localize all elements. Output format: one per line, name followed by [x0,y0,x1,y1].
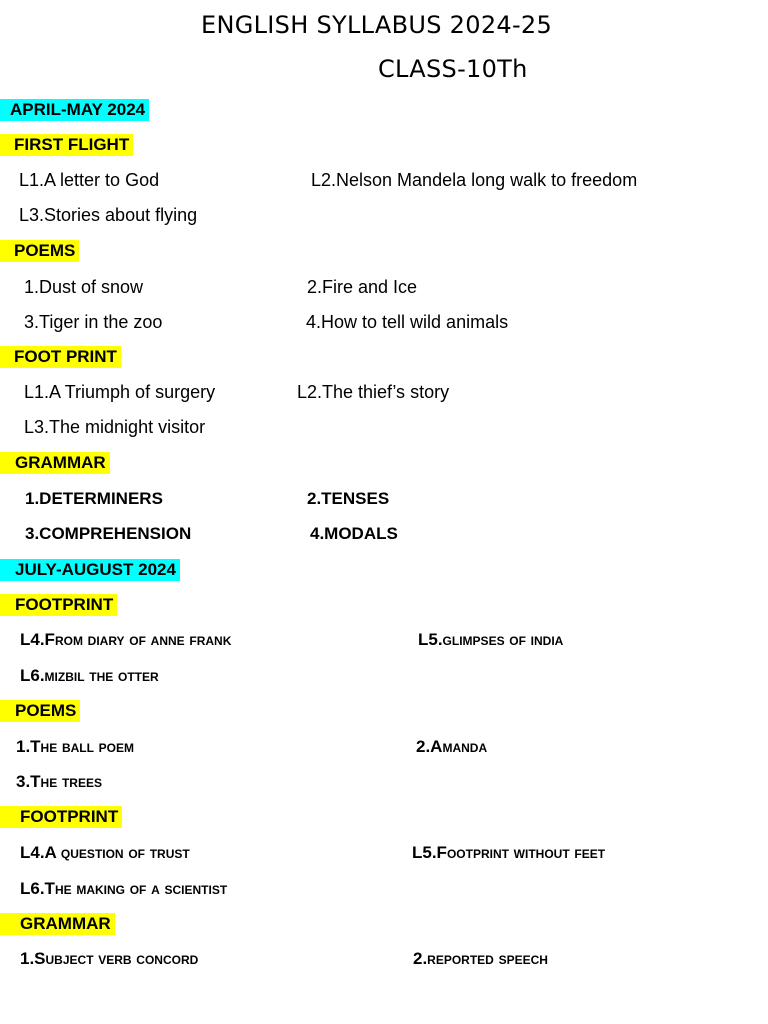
document-title: ENGLISH SYLLABUS 2024-25 [201,11,553,39]
poem-item: 2.Fire and Ice [307,277,418,297]
section-heading-poems: POEMS [0,700,80,722]
lesson-item: L6.mizbil the otter [20,666,159,685]
class-label: CLASS-10Th [378,55,528,83]
lesson-item: L5.Footprint without feet [412,843,606,862]
grammar-item: 4.MODALS [310,524,398,543]
term-heading-july-august: JULY-AUGUST 2024 [0,559,180,581]
lesson-item: L2.The thief’s story [297,382,450,402]
lesson-item: L3.The midnight visitor [24,417,206,437]
poem-item: 1.The ball poem [16,737,135,756]
grammar-item: 3.COMPREHENSION [25,524,192,543]
poem-item: 4.How to tell wild animals [306,312,509,332]
lesson-item: L3.Stories about flying [19,205,198,225]
section-heading-footprint: FOOTPRINT [0,806,122,828]
lesson-item: L4.From diary of anne frank [20,630,232,649]
poem-item: 1.Dust of snow [24,277,144,297]
section-heading-poems: POEMS [0,240,79,262]
poem-item: 2.Amanda [416,737,488,756]
lesson-item: L1.A letter to God [19,170,160,190]
grammar-item: 1.DETERMINERS [25,489,163,508]
section-heading-footprint: FOOTPRINT [0,594,117,616]
grammar-item: 2.reported speech [413,949,548,968]
poem-item: 3.The trees [16,772,102,791]
section-heading-grammar: GRAMMAR [0,913,115,935]
lesson-item: L1.A Triumph of surgery [24,382,216,402]
grammar-item: 1.Subject verb concord [20,949,199,968]
section-heading-first-flight: FIRST FLIGHT [0,134,133,156]
grammar-item: 2.TENSES [307,489,390,508]
poem-item: 3.Tiger in the zoo [24,312,163,332]
section-heading-foot-print: FOOT PRINT [0,346,121,368]
lesson-item: L6.The making of a scientist [20,879,228,898]
term-heading-april-may: APRIL-MAY 2024 [0,99,149,121]
lesson-item: L5.glimpses of india [418,630,564,649]
lesson-item: L2.Nelson Mandela long walk to freedom [311,170,638,190]
lesson-item: L4.A question of trust [20,843,190,862]
section-heading-grammar: GRAMMAR [0,452,110,474]
